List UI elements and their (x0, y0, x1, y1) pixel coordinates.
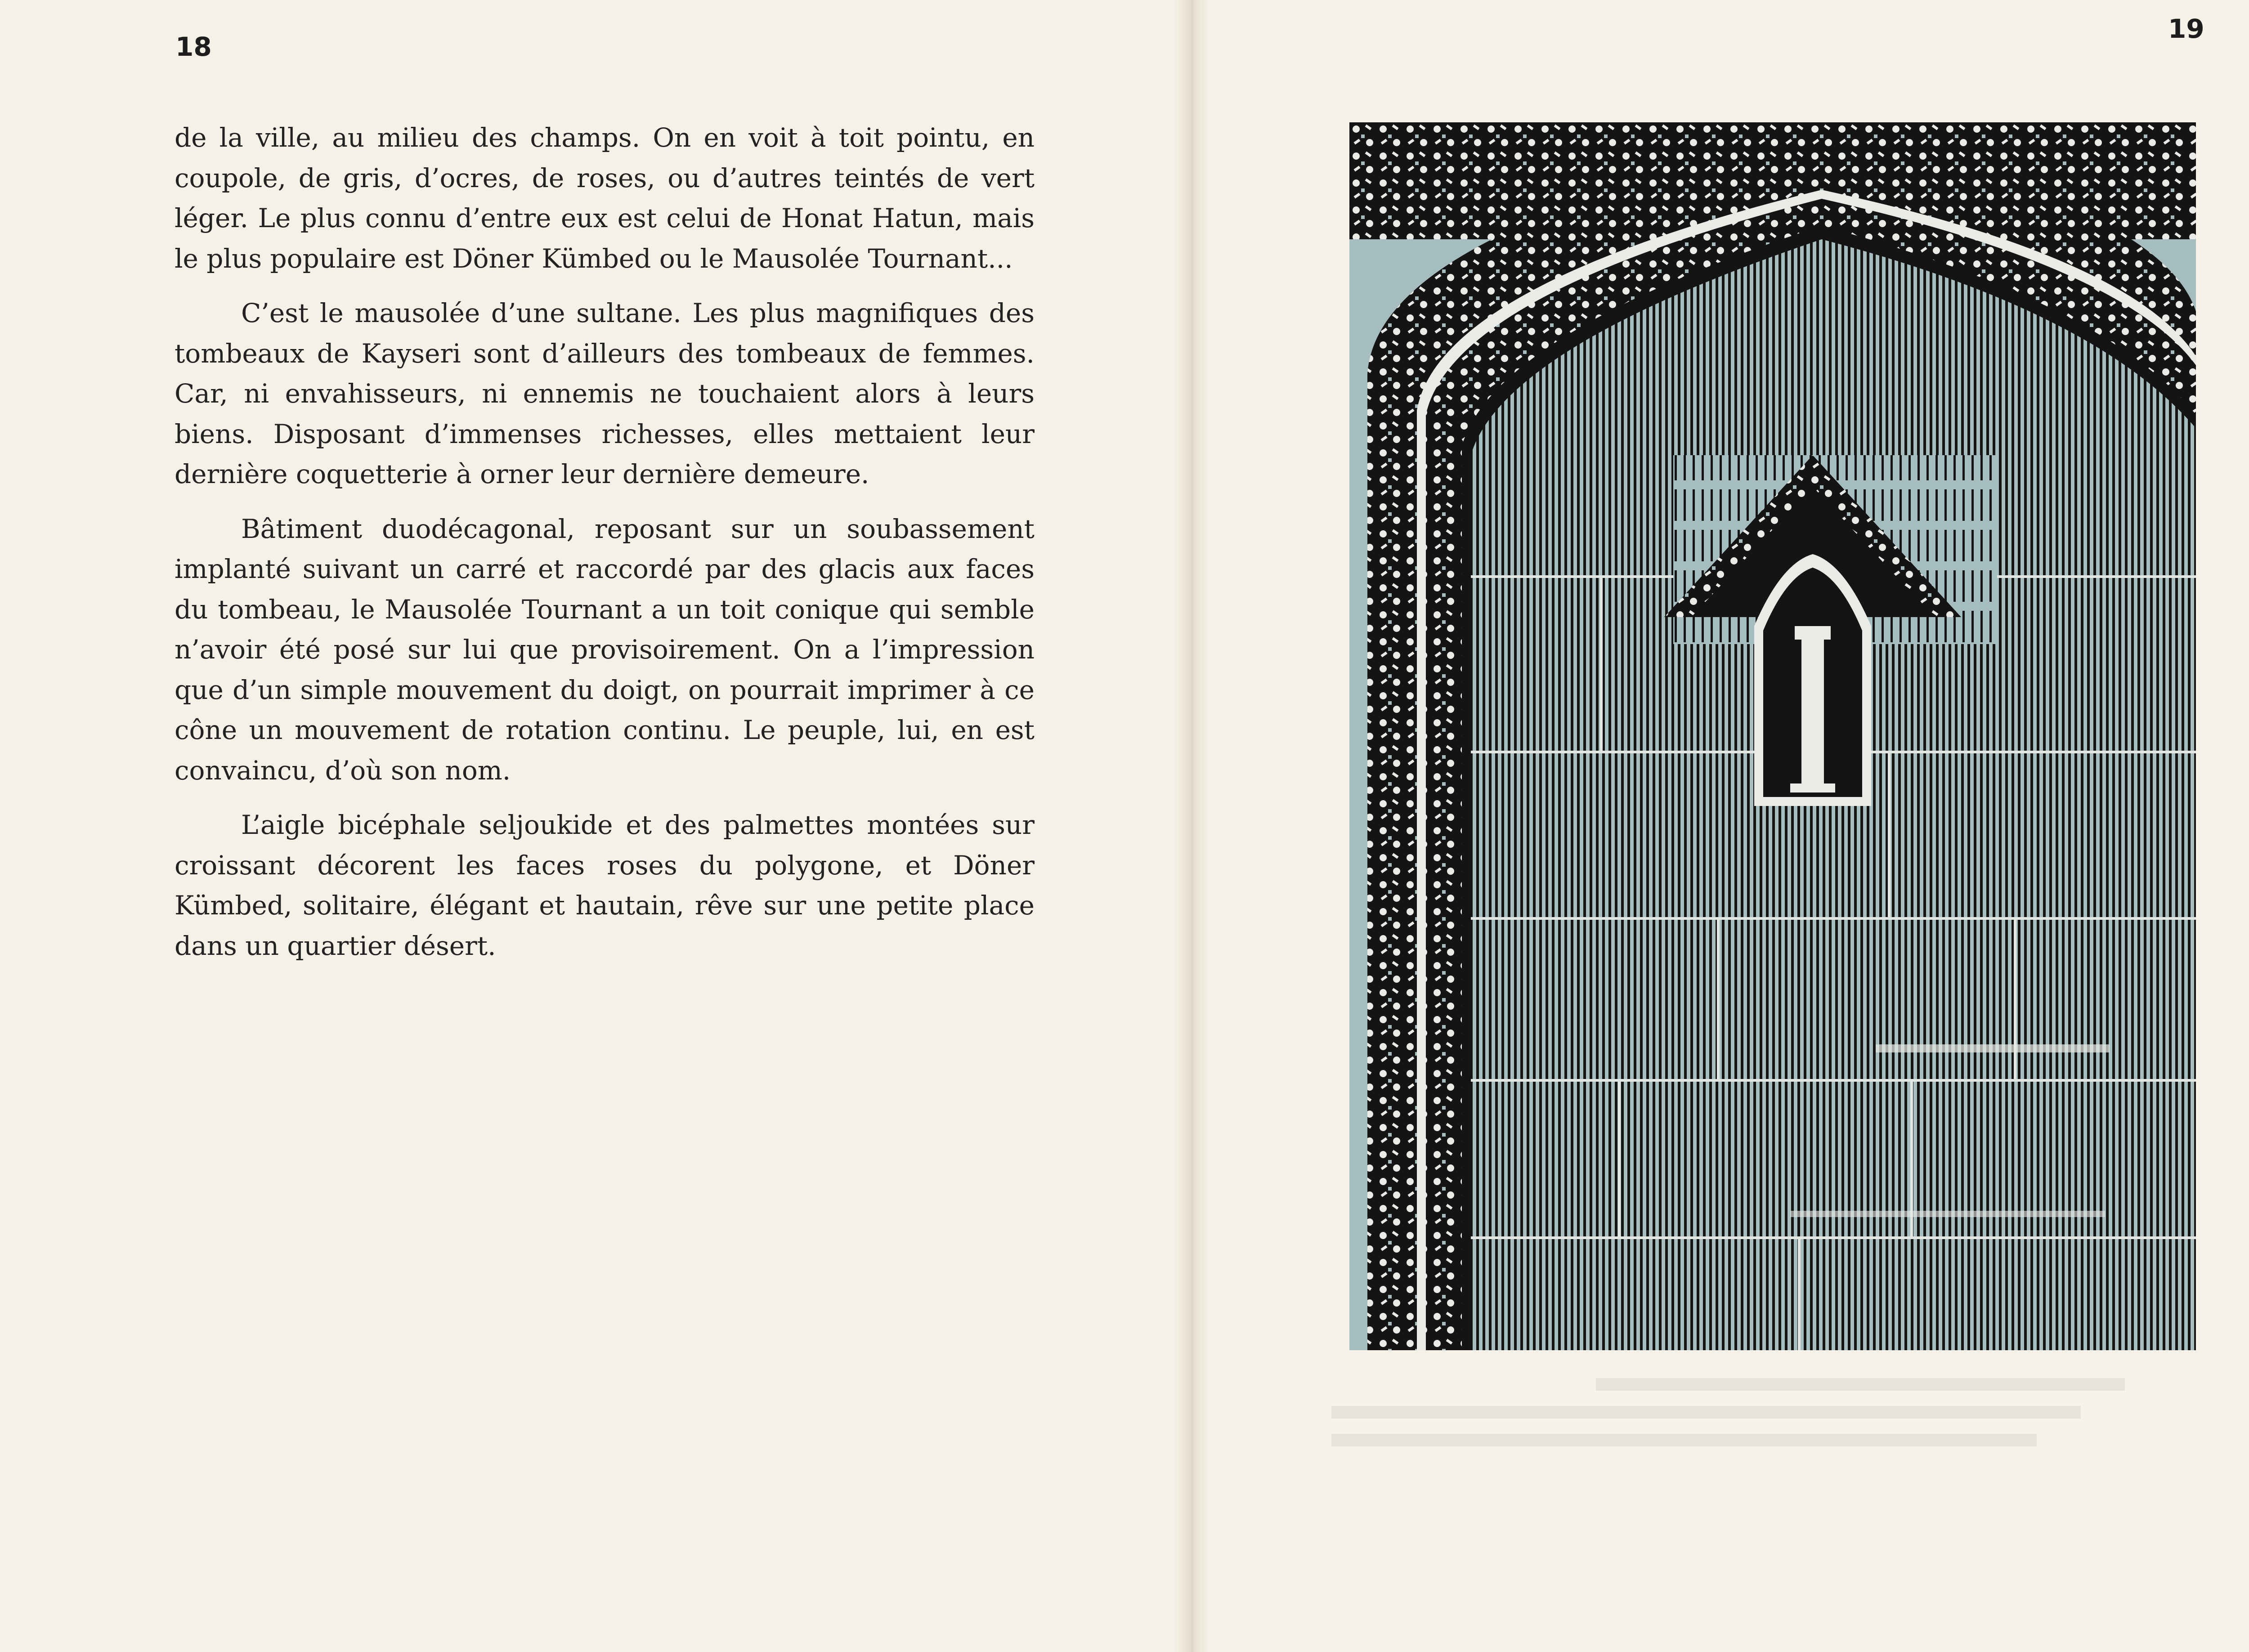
book-gutter (1174, 0, 1210, 1652)
show-through-text (1331, 1363, 2213, 1498)
body-text (175, 118, 1035, 980)
paragraph-3: Bâtiment duodécagonal, reposant sur un soubassement implanté suivant un carré et raccordé par des glacis aux faces du tombeau, le Mausolée Tournant a un toit conique qui semble n’avoir été posé sur lui que provisoirement. On a l’impression que d’un simple mouvement du doigt, on pourrait imprimer à ce cône un mouvement de rotation continu. Le peuple, lui, en est convaincu, d’où son nom. (175, 513, 1035, 786)
page-number-left: 18 (175, 31, 212, 62)
paragraph-1: de la ville, au milieu des champs. On en voit à toit pointu, en coupole, de gris, d’ocres, de roses, ou d’autres teintés de vert léger. Le plus connu d’entre eux est celui de Honat Hatun, mais le plus populaire est Döner Kümbed ou le Mausolée Tournant... (175, 122, 1035, 274)
carved-arch-illustration-icon (1349, 122, 2196, 1350)
page-number-right: 19 (2168, 13, 2204, 44)
paragraph-4: L’aigle bicéphale seljoukide et des palmettes montées sur croissant décorent les faces roses du polygone, et Döner Kümbed, solitaire, élégant et hautain, rêve sur une petite place dans un quartier désert. (175, 810, 1035, 961)
paragraph-2: C’est le mausolée d’une sultane. Les plus magnifiques des tombeaux de Kayseri sont d’ailleurs des tombeaux de femmes. Car, ni envahisseurs, ni ennemis ne touchaient alors à leurs biens. Disposant d’immenses richesses, elles mettaient leur dernière coquetterie à orner leur dernière demeure. (175, 298, 1035, 489)
